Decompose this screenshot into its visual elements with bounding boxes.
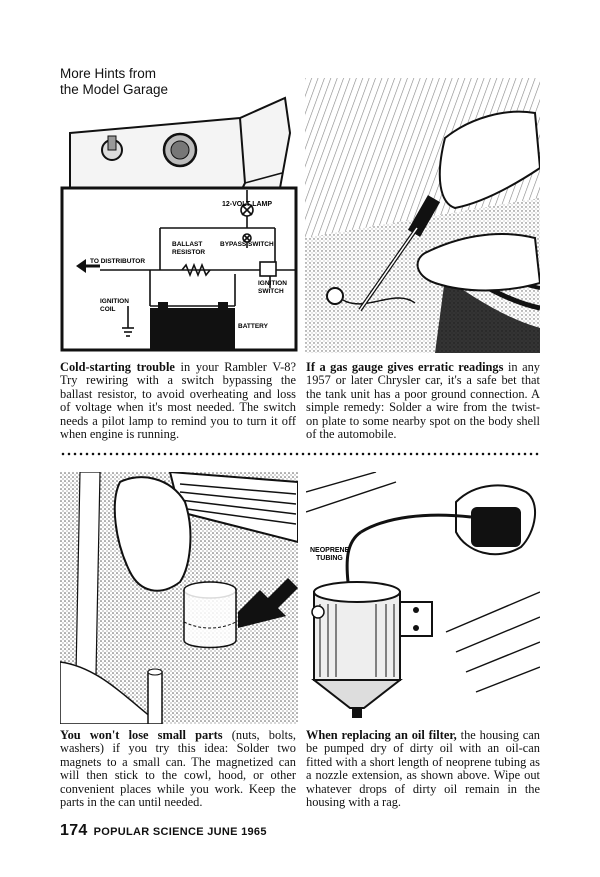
label-neoprene: NEOPRENE [310,547,350,554]
caption-oil-filter [306,729,540,809]
battery-block [150,308,235,350]
caption-small-parts [60,729,296,809]
wiring-diagram-svg [60,78,298,353]
header-line-1: More Hints from [60,66,157,81]
dotted-divider [60,452,540,456]
label-distributor: TO DISTRIBUTOR [90,258,146,265]
caption-oil-filter-lead: When replacing an oil filter, [306,728,457,742]
magnet-can-illustration [60,472,298,724]
caption-oil-filter-body: the housing can be pumped dry of dirty oil with an oil-can fitted with a short length of neoprene tubing as a nozzle extension, as shown above. Wipe out whatever drops of dirty oil remain in the housing with a rag. [306,728,540,810]
footer-publication: POPULAR SCIENCE JUNE 1965 [93,826,267,838]
page-number: 174 [60,822,88,839]
caption-small-parts-body: (nuts, bolts, washers) if you try this idea: Solder two magnets to a small can. The magnetized can will then stick to the cowl, hood, or other convenient places while you work. Keep the parts in the can until needed. [60,728,296,810]
caption-gas-gauge-body: in any 1957 or later Chrysler car, it's a safe bet that the tank unit has a poor ground connection. A simple remedy: Solder a wire from the twist-on plate to some nearby spot on the body shell of the automobile. [306,360,540,442]
label-ignition-switch-1: IGNITION [258,280,287,287]
oil-filter-illustration [306,472,540,724]
label-ignition-coil-1: IGNITION [100,298,129,305]
label-ballast: BALLAST [172,241,203,248]
oil-can [471,507,521,547]
label-lamp: 12-VOLT LAMP [222,201,273,208]
magnet-can-svg [60,472,298,724]
page-footer [60,822,267,840]
gas-gauge-illustration [305,78,540,353]
caption-small-parts-lead: You won't lose small parts [60,728,223,742]
tank-unit-plate [327,288,343,304]
label-ignition-switch-2: SWITCH [258,288,284,295]
caption-gas-gauge [306,361,540,441]
gas-gauge-svg [305,78,540,353]
filter-housing [314,592,400,680]
caption-rambler [60,361,296,441]
header-line-2: the Model Garage [60,82,169,97]
oil-filter-svg [306,472,540,724]
caption-rambler-lead: Cold-starting trouble [60,360,175,374]
ignition-switch [260,262,276,276]
label-bypass: BYPASS SWITCH [220,241,274,248]
label-resistor: RESISTOR [172,249,206,256]
label-tubing: TUBING [316,555,343,562]
wiring-illustration [60,78,298,353]
caption-gas-gauge-lead: If a gas gauge gives erratic readings [306,360,504,374]
label-ignition-coil-2: COIL [100,306,116,313]
label-battery: BATTERY [238,323,268,330]
caption-rambler-body: in your Rambler V-8? Try rewiring with a switch bypassing the ballast resistor, to avoid overheating and loss of voltage when it's most needed. The switch needs a pilot lamp to remind you to turn it off when engine is running. [60,360,296,442]
